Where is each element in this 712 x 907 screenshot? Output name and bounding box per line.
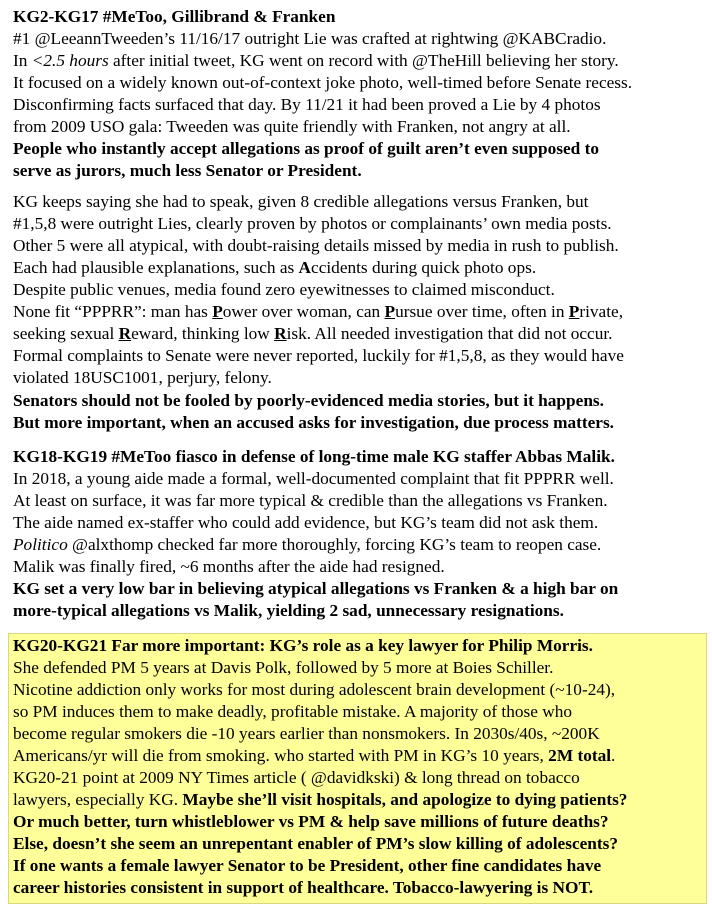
text-line: lawyers, especially KG. Maybe she’ll visit hospitals, and apologize to dying patients? <box>13 790 628 809</box>
text-line: In 2018, a young aide made a formal, well-documented complaint that fit PPPRR well. <box>13 469 614 488</box>
conclusion-line: But more important, when an accused asks for investigation, due process matters. <box>13 413 614 432</box>
text-line: from 2009 USO gala: Tweeden was quite friendly with Franken, not angry at all. <box>13 117 571 136</box>
text-line: #1,5,8 were outright Lies, clearly proven by photos or complainants’ own media posts. <box>13 214 612 233</box>
text-line: Politico @alxthomp checked far more thoroughly, forcing KG’s team to reopen case. <box>13 535 602 554</box>
text-line: #1 @LeeannTweeden’s 11/16/17 outright Lie was crafted at rightwing @KABCradio. <box>13 29 607 48</box>
text-line: It focused on a widely known out-of-context joke photo, well-timed before Senate recess. <box>13 73 633 92</box>
conclusion-line: People who instantly accept allegations as proof of guilt aren’t even supposed to <box>13 139 599 158</box>
text-line: Disconfirming facts surfaced that day. By 11/21 it had been proved a Lie by 4 photos <box>13 95 601 114</box>
text-line: The aide named ex-staffer who could add evidence, but KG’s team did not ask them. <box>13 513 599 532</box>
text-line: Americans/yr will die from smoking. who started with PM in KG’s 10 years, 2M total. <box>13 746 616 765</box>
text-line: She defended PM 5 years at Davis Polk, followed by 5 more at Boies Schiller. <box>13 658 554 677</box>
text-line: In <2.5 hours after initial tweet, KG went on record with @TheHill believing her story. <box>13 51 619 70</box>
conclusion-line: Else, doesn’t she seem an unrepentant enabler of PM’s slow killing of adolescents? <box>13 834 619 853</box>
conclusion-line: If one wants a female lawyer Senator to be President, other fine candidates have <box>13 856 602 875</box>
text-line: None fit “PPPRR”: man has Power over woman, can Pursue over time, often in Private, <box>13 302 624 321</box>
text-line: KG20-21 point at 2009 NY Times article ( @davidkski) & long thread on tobacco <box>13 768 580 787</box>
conclusion-line: Senators should not be fooled by poorly-evidenced media stories, but it happens. <box>13 391 604 410</box>
text-line: At least on surface, it was far more typical & credible than the allegations vs Franken. <box>13 491 608 510</box>
text-line: become regular smokers die -10 years earlier than nonsmokers. In 2030s/40s, ~200K <box>13 724 600 743</box>
conclusion-line: serve as jurors, much less Senator or President. <box>13 161 362 180</box>
text-line: Despite public venues, media found zero eyewitnesses to claimed misconduct. <box>13 280 555 299</box>
section-3-title: KG18-KG19 #MeToo fiasco in defense of long-time male KG staffer Abbas Malik. <box>13 447 615 466</box>
section-1-title: KG2-KG17 #MeToo, Gillibrand & Franken <box>13 7 336 26</box>
conclusion-line: KG set a very low bar in believing atypical allegations vs Franken & a high bar on <box>13 579 619 598</box>
text-line: Formal complaints to Senate were never reported, luckily for #1,5,8, as they would have <box>13 346 624 365</box>
text-line: so PM induces them to make deadly, profitable mistake. A majority of those who <box>13 702 572 721</box>
text-line: Malik was finally fired, ~6 months after the aide had resigned. <box>13 557 445 576</box>
conclusion-line: more-typical allegations vs Malik, yielding 2 sad, unnecessary resignations. <box>13 601 564 620</box>
text-line: Other 5 were all atypical, with doubt-raising details missed by media in rush to publish. <box>13 236 619 255</box>
text-line: seeking sexual Reward, thinking low Risk. All needed investigation that did not occur. <box>13 324 613 343</box>
conclusion-line: career histories consistent in support of healthcare. Tobacco-lawyering is NOT. <box>13 878 594 897</box>
text-line: Nicotine addiction only works for most during adolescent brain development (~10-24), <box>13 680 616 699</box>
conclusion-line: Or much better, turn whistleblower vs PM & help save millions of future deaths? <box>13 812 609 831</box>
text-line: violated 18USC1001, perjury, felony. <box>13 368 272 387</box>
section-4-title: KG20-KG21 Far more important: KG’s role as a key lawyer for Philip Morris. <box>13 636 593 655</box>
text-line: KG keeps saying she had to speak, given 8 credible allegations versus Franken, but <box>13 192 589 211</box>
text-line: Each had plausible explanations, such as Accidents during quick photo ops. <box>13 258 537 277</box>
